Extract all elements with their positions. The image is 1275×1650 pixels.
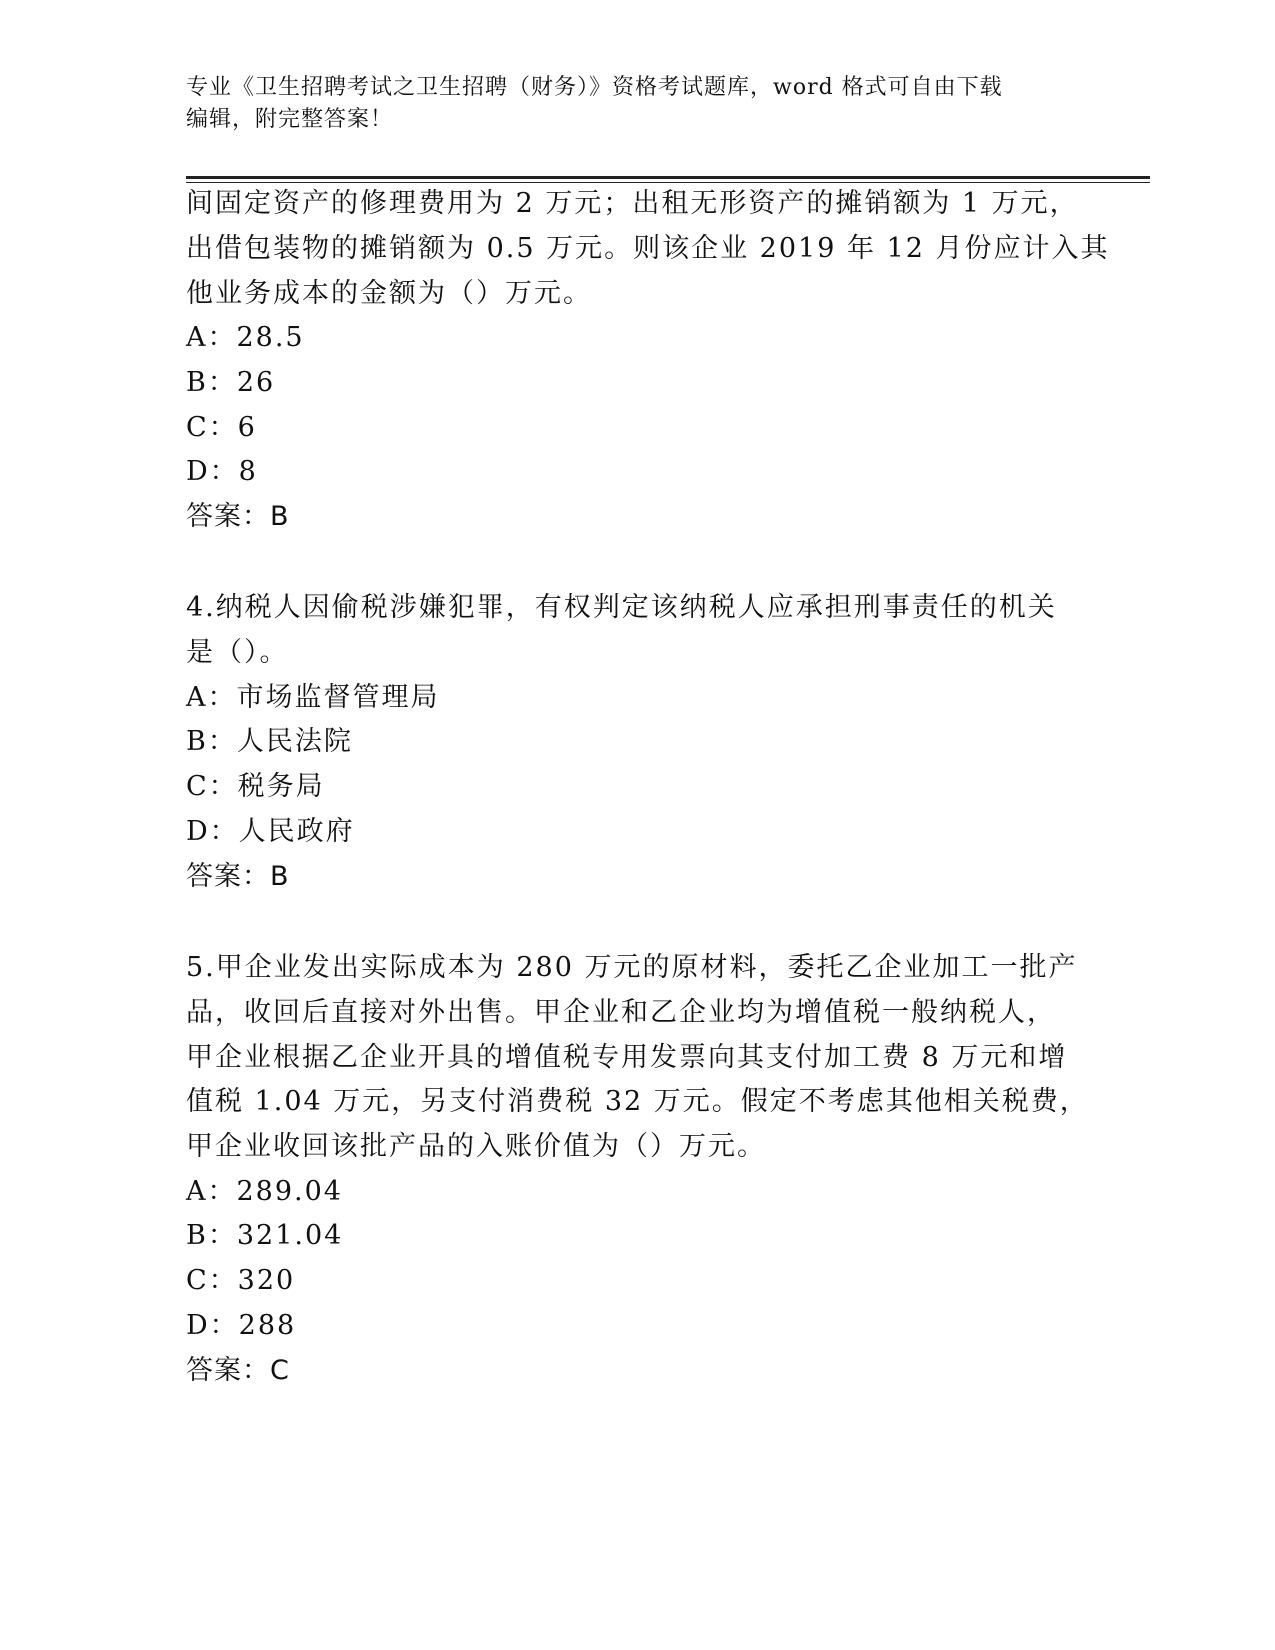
question-5-text-line-1: 5.甲企业发出实际成本为 280 万元的原材料，委托乙企业加工一批产 (186, 952, 1078, 983)
header-title-line-1: 专业《卫生招聘考试之卫生招聘（财务）》资格考试题库，word 格式可自由下载 (186, 75, 1003, 100)
question-4-option-a: A：市场监督管理局 (186, 682, 440, 713)
question-5-option-a: A：289.04 (186, 1176, 343, 1207)
question-4-option-d: D：人民政府 (186, 816, 355, 847)
header-divider-thick (186, 176, 1150, 179)
question-4-option-b: B：人民法院 (186, 726, 353, 757)
question-3-text-line-2: 出借包装物的摊销额为 0.5 万元。则该企业 2019 年 12 月份应计入其 (186, 233, 1110, 264)
question-5-option-d: D：288 (186, 1310, 297, 1341)
question-4-text-line-1: 4.纳税人因偷税涉嫌犯罪，有权判定该纳税人应承担刑事责任的机关 (186, 592, 1057, 623)
header-title-line-2: 编辑，附完整答案！ (186, 107, 394, 132)
question-5-option-c: C：320 (186, 1265, 296, 1296)
question-3-option-b: B：26 (186, 367, 276, 398)
header-divider-thin (186, 182, 1150, 183)
question-5-text-line-2: 品，收回后直接对外出售。甲企业和乙企业均为增值税一般纳税人， (186, 997, 1056, 1028)
question-3-text-line-3: 他业务成本的金额为（）万元。 (186, 278, 592, 309)
question-3-answer: 答案：B (186, 501, 290, 532)
question-4-answer: 答案：B (186, 861, 290, 892)
question-5-text-line-5: 甲企业收回该批产品的入账价值为（）万元。 (186, 1131, 766, 1162)
question-3-option-c: C：6 (186, 412, 257, 443)
question-4-option-c: C：税务局 (186, 771, 325, 802)
question-3-text-line-1: 间固定资产的修理费用为 2 万元；出租无形资产的摊销额为 1 万元， (186, 188, 1079, 219)
question-5-option-b: B：321.04 (186, 1220, 344, 1251)
document-header (186, 72, 1076, 136)
question-5-text-line-4: 值税 1.04 万元，另支付消费税 32 万元。假定不考虑其他相关税费， (186, 1086, 1089, 1117)
question-5-answer: 答案：C (186, 1355, 290, 1386)
question-5-text-line-3: 甲企业根据乙企业开具的增值税专用发票向其支付加工费 8 万元和增 (186, 1042, 1068, 1073)
question-3-option-d: D：8 (186, 456, 258, 487)
question-4-text-line-2: 是（）。 (186, 637, 289, 668)
question-3-option-a: A：28.5 (186, 322, 305, 353)
